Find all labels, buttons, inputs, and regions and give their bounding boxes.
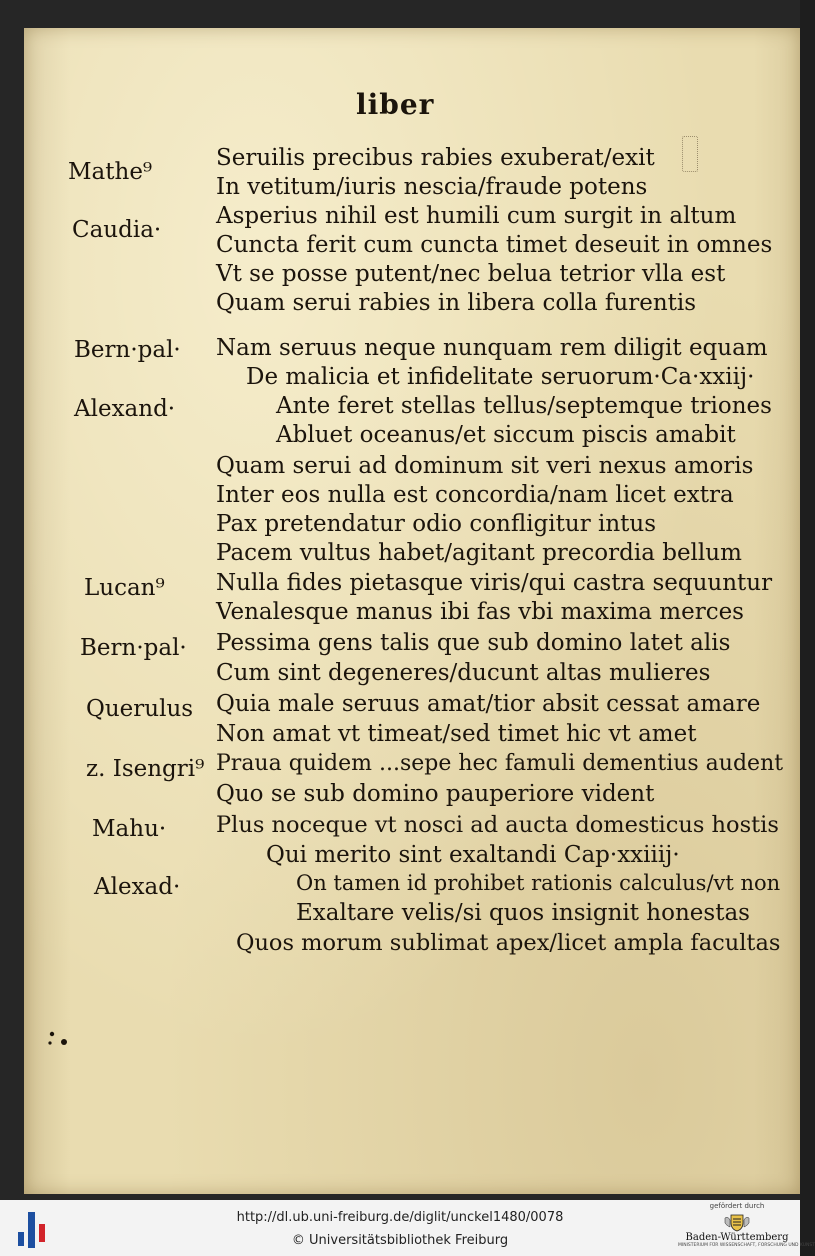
text-line: Quam serui ad dominum sit veri nexus amoris	[216, 453, 754, 479]
marginal-note: Bern·pal·	[74, 337, 181, 363]
text-line: Pacem vultus habet/agitant precordia bellum	[216, 540, 742, 566]
sponsor-caption: gefördert durch	[709, 1202, 765, 1210]
text-line: Vt se posse putent/nec belua tetrior vlla est	[216, 261, 726, 287]
marginal-note: Caudia·	[72, 217, 162, 243]
text-line: Plus noceque vt nosci ad aucta domesticus hostis	[216, 812, 779, 838]
page-tab-mark	[682, 136, 698, 172]
marginal-note: Mahu·	[92, 816, 167, 842]
marginal-note: Alexand·	[74, 396, 176, 422]
text-line: Venalesque manus ibi fas vbi maxima merces	[216, 599, 744, 625]
sponsor-name: Baden-Württemberg	[685, 1232, 789, 1243]
chapter-heading: Qui merito sint exaltandi Cap·xxiiij·	[266, 842, 680, 868]
coat-of-arms-icon	[722, 1212, 752, 1232]
text-line: In vetitum/iuris nescia/fraude potens	[216, 174, 648, 200]
sponsor-subtitle: MINISTERIUM FÜR WISSENSCHAFT, FORSCHUNG UND KUNST	[678, 1243, 815, 1248]
text-line: Nam seruus neque nunquam rem diligit equam	[216, 335, 768, 361]
text-line: Nulla fides pietasque viris/qui castra sequuntur	[216, 570, 773, 596]
text-line: Quos morum sublimat apex/licet ampla facultas	[236, 930, 781, 956]
text-line: Cuncta ferit cum cuncta timet deseuit in omnes	[216, 232, 773, 258]
text-line: Quo se sub domino pauperiore vident	[216, 781, 655, 807]
text-line: Ante feret stellas tellus/septemque triones	[276, 393, 772, 419]
text-line: Praua quidem ...sepe hec famuli dementius audent	[216, 751, 784, 776]
text-line: Abluet oceanus/et siccum piscis amabit	[276, 422, 736, 448]
permalink-url[interactable]: http://dl.ub.uni-freiburg.de/diglit/unckel1480/0078	[236, 1210, 564, 1225]
text-line: Pax pretendatur odio confligitur intus	[216, 511, 657, 537]
text-line: Seruilis precibus rabies exuberat/exit	[216, 145, 655, 171]
marginal-note: Bern·pal·	[80, 635, 187, 661]
marginal-note: Alexad·	[94, 874, 181, 900]
text-line: Asperius nihil est humili cum surgit in altum	[216, 203, 737, 229]
text-line: Non amat vt timeat/sed timet hic vt amet	[216, 721, 697, 747]
text-line: Quia male seruus amat/tior absit cessat amare	[216, 691, 761, 717]
text-line: Cum sint degeneres/ducunt altas mulieres	[216, 660, 711, 686]
sponsor-block	[678, 1202, 815, 1254]
marginal-note: Mathe⁹	[68, 159, 153, 185]
marginal-note: Lucan⁹	[84, 575, 165, 601]
text-line: Pessima gens talis que sub domino latet alis	[216, 630, 731, 656]
ink-mark-icon	[44, 1028, 74, 1050]
marginal-note: Querulus	[86, 696, 194, 722]
text-line: Quam serui rabies in libera colla furentis	[216, 290, 697, 316]
chapter-heading: De malicia et infidelitate seruorum·Ca·xxiij·	[246, 364, 755, 390]
copyright-notice: © Universitätsbibliothek Freiburg	[291, 1233, 509, 1248]
text-line: Exaltare velis/si quos insignit honestas	[296, 900, 750, 926]
marginal-note: z. Isengri⁹	[86, 756, 205, 782]
text-line: On tamen id prohibet rationis calculus/vt non	[296, 871, 781, 895]
viewer-footer	[0, 1200, 815, 1256]
page-title: liber	[356, 88, 435, 121]
text-line: Inter eos nulla est concordia/nam licet extra	[216, 482, 734, 508]
